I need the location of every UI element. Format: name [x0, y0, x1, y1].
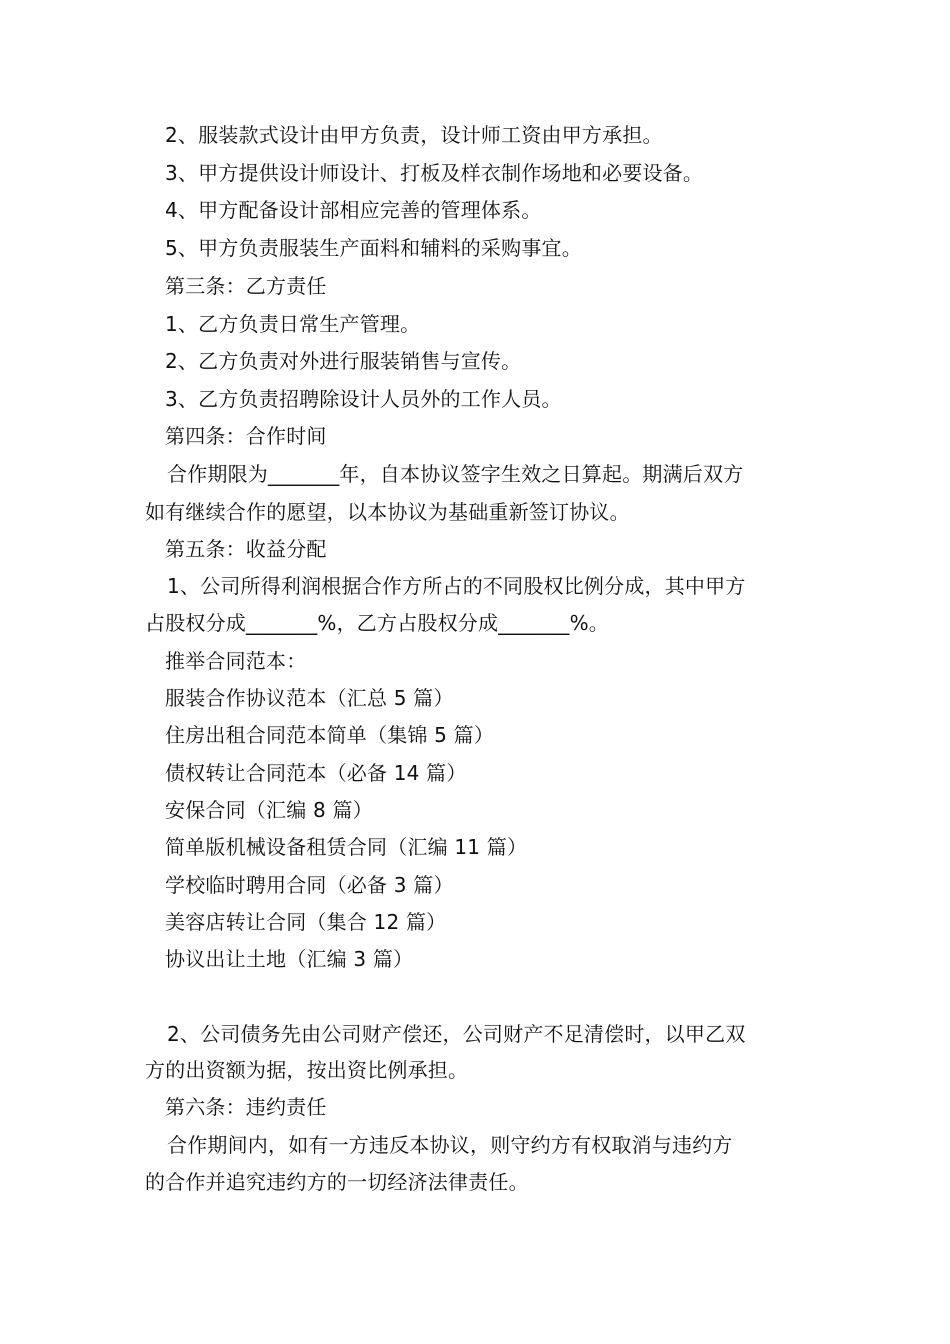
- recommended-template-link[interactable]: 服装合作协议范本（汇总 5 篇）: [165, 686, 454, 710]
- article-3-item-3: 3、乙方负责招聘除设计人员外的工作人员。: [165, 387, 562, 411]
- article-4-paragraph-line-1: 合作期限为_______年，自本协议签字生效之日算起。期满后双方: [167, 462, 744, 486]
- article-6-heading: 第六条：违约责任: [165, 1095, 327, 1119]
- article-6-paragraph-line-1: 合作期间内，如有一方违反本协议，则守约方有权取消与违约方: [167, 1133, 733, 1157]
- recommended-template-link[interactable]: 学校临时聘用合同（必备 3 篇）: [165, 873, 454, 897]
- article-5-item-2-line-2: 方的出资额为据，按出资比例承担。: [145, 1058, 469, 1082]
- recommended-template-link[interactable]: 住房出租合同范本简单（集锦 5 篇）: [165, 723, 495, 747]
- recommended-template-link[interactable]: 协议出让土地（汇编 3 篇）: [165, 947, 414, 971]
- article-5-item-1-line-2: 占股权分成_______%，乙方占股权分成_______%。: [145, 611, 610, 635]
- article-5-heading: 第五条：收益分配: [165, 537, 327, 561]
- recommended-template-link[interactable]: 美容店转让合同（集合 12 篇）: [165, 910, 447, 934]
- clause-2-2-item-4: 4、甲方配备设计部相应完善的管理体系。: [165, 198, 542, 222]
- clause-2-2-item-3: 3、甲方提供设计师设计、打板及样衣制作场地和必要设备。: [165, 161, 704, 185]
- article-4-paragraph-line-2: 如有继续合作的愿望，以本协议为基础重新签订协议。: [145, 500, 630, 524]
- article-3-item-1: 1、乙方负责日常生产管理。: [165, 312, 421, 336]
- recommended-template-link[interactable]: 债权转让合同范本（必备 14 篇）: [165, 761, 467, 785]
- clause-2-2-item-5: 5、甲方负责服装生产面料和辅料的采购事宜。: [165, 236, 582, 260]
- article-5-item-1-line-1: 1、公司所得利润根据合作方所占的不同股权比例分成，其中甲方: [167, 574, 746, 598]
- clause-2-2-item-2: 2、服装款式设计由甲方负责，设计师工资由甲方承担。: [165, 123, 663, 147]
- article-3-item-2: 2、乙方负责对外进行服装销售与宣传。: [165, 349, 522, 373]
- article-4-heading: 第四条：合作时间: [165, 424, 327, 448]
- recommended-template-link[interactable]: 简单版机械设备租赁合同（汇编 11 篇）: [165, 835, 528, 859]
- article-6-paragraph-line-2: 的合作并追究违约方的一切经济法律责任。: [145, 1170, 529, 1194]
- article-5-item-2-line-1: 2、公司债务先由公司财产偿还，公司财产不足清偿时，以甲乙双: [167, 1022, 746, 1046]
- recommended-template-link[interactable]: 安保合同（汇编 8 篇）: [165, 798, 373, 822]
- recommended-templates-heading: 推举合同范本：: [165, 649, 307, 673]
- article-3-heading: 第三条：乙方责任: [165, 274, 327, 298]
